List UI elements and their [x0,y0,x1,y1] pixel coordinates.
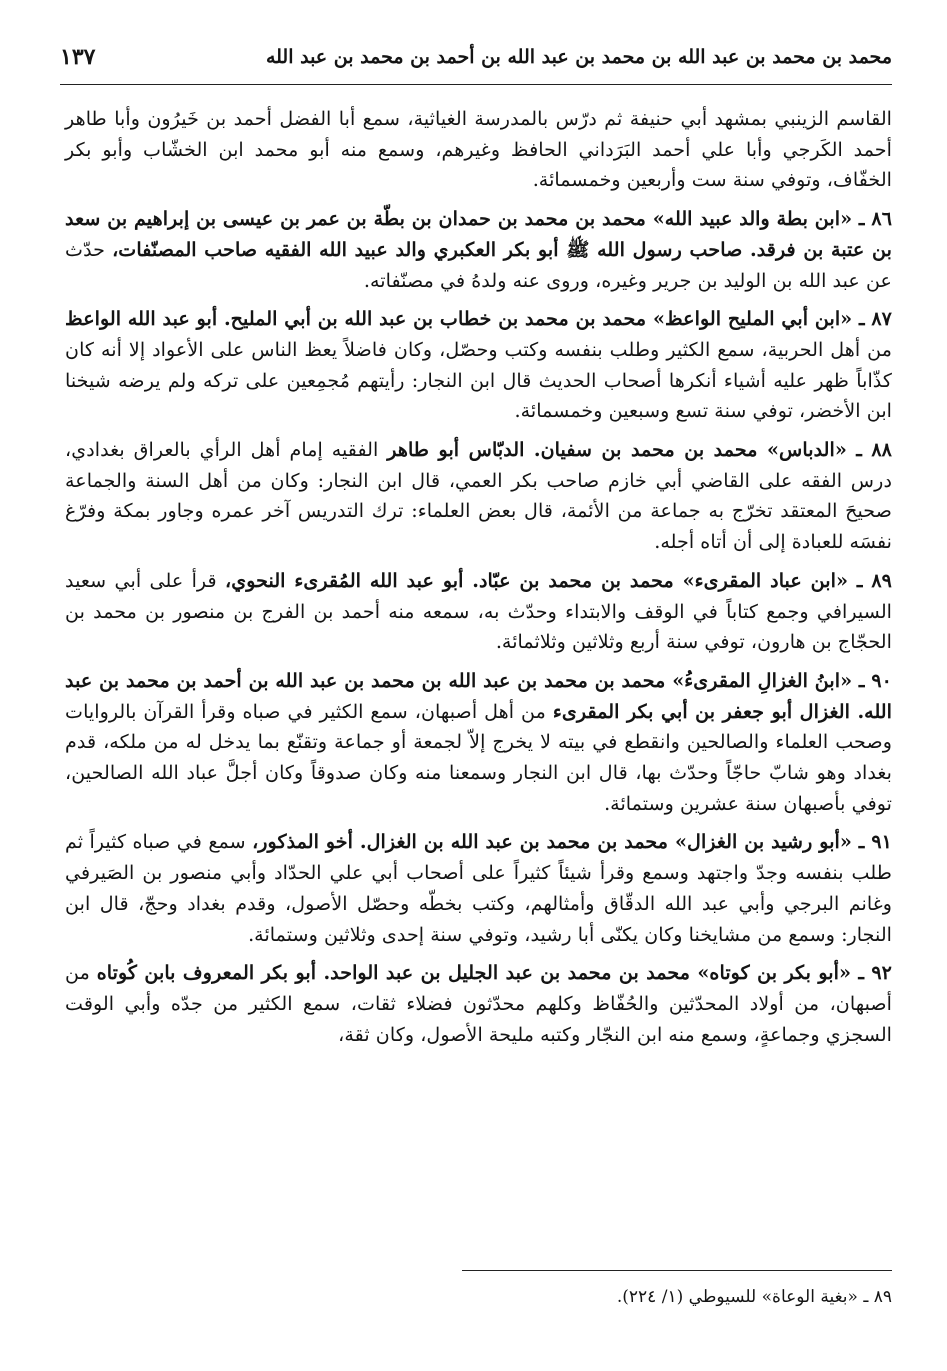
entry-heading: «ابن عباد المقرىء» محمد بن محمد بن عبّاد. أبو عبد الله المُقرىء النحوي، [225,568,848,592]
page-number: ١٣٧ [60,44,96,70]
entry-heading: «ابنُ الغزالِ المقرىءُ» محمد بن محمد بن عبد الله بن محمد بن عبد الله بن أحمد بن محمد بن عبد الله. الغزال أبو جعفر بن أبي بكر المقرىء [65,668,892,723]
entry-number: ٨٩ ـ [847,568,892,592]
entry-number: ٨٦ ـ [852,207,893,231]
entry-heading: «أبو رشيد بن الغزال» محمد بن محمد بن عبد الله بن الغزال. أخو المذكور، [252,830,852,854]
entry-90 [65,666,892,820]
page-header [60,40,892,85]
entry-text: من أهل أصبهان، سمع الكثير في صباه وقرأ القرآن بالروايات وصحب العلماء والصالحين وانقطع في بيته لا يخرج إلاّ لجمعة أو جماعة وتقنّع بما يدخل له من ملكه، قدم بغداد وهو شابّ حاجّاً وحدّث بها، قال ابن النجار وسمعنا منه وكان صدوقاً وكان أجلَّ عباد الله الصالحين، توفي بأصبهان سنة عشرين وستمائة. [65,699,892,815]
entry-text: الفقيه إمام أهل الرأي بالعراق بغدادي، درس الفقه على القاضي أبي خازم صاحب بكر العمي، قال ابن النجار: وكان من أهل السنة والجماعة صحيحَ المعتقد تخرّج به جماعة من الأئمة، قال بعض العلماء: ترك التدريس آخر عمره وجاور بمكة وفرّغ نفسَه للعبادة إلى أن أتاه أجله. [65,438,892,554]
entry-text: من أهل الحربية، سمع الكثير وطلب بنفسه وكتب وحصّل، وكان فاضلاً يعظ الناس على الأعواد إلا أنه كان كذّاباً ظهر عليه أشياء أنكرها أصحاب الحديث قال ابن النجار: رأيتهم مُجمِعين على تركه ولم يرضه شيخنا ابن الأخضر، توفي سنة تسع وسبعين وخمسمائة. [65,337,892,423]
entry-heading: «أبو بكر بن كوتاه» محمد بن محمد بن عبد الجليل بن عبد الواحد. أبو بكر المعروف بابن كُوتاه [96,961,851,985]
entry-92 [65,958,892,1050]
entry-89 [65,566,892,658]
entry-heading: «الدباس» محمد بن محمد بن سفيان. الدبّاس أبو طاهر [387,438,847,462]
running-head: محمد بن محمد بن عبد الله بن محمد بن عبد الله بن أحمد بن محمد بن عبد الله [265,46,892,68]
entry-heading: «ابن أبي المليح الواعظ» محمد بن محمد بن خطاب بن عبد الله بن أبي المليح. أبو عبد الله الواعظ [65,307,853,331]
entry-text: من أصبهان، من أولاد المحدّثين والحُفّاظ وكلهم محدّثون فضلاء ثقات، سمع الكثير من جدّه وأبي الوقت السجزي وجماعةٍ، وسمع منه ابن النجّار وكتبه مليحة الأصول، وكان ثقة، [65,961,892,1046]
entry-91 [65,827,892,950]
entry-text: حدّث عن عبد الله بن الوليد بن جرير وغيره، وروى عنه ولدهُ في مصنّفاته. [65,237,892,292]
entry-number: ٩٠ ـ [852,668,892,692]
entry-87 [65,304,892,427]
entry-number: ٨٨ ـ [846,438,892,462]
entry-number: ٩١ ـ [851,830,892,854]
page-body [65,104,892,1058]
entry-heading: «ابن بطة والد عبيد الله» محمد بن محمد بن حمدان بن بطّة بن عمر بن عيسى بن إبراهيم بن سعد بن عتبة بن فرقد. صاحب رسول الله ﷺ أبو بكر العكبري والد عبيد الله الفقيه صاحب المصنّفات، [65,207,892,261]
entry-text: سمع في صباه كثيراً ثم طلب بنفسه وجدّ واجتهد وسمع وقرأ شيئاً كثيراً على أصحاب أبي علي الحدّاد وأبي منصور بن الصَيرفي وغانم البرجي وأبي عبد الله الدقّاق وأمثالهم، وكتب بخطّه وحصّل الأصول، وقدم بغداد وحجّ، قال ابن النجار: وسمع من مشايخنا وكان يكنّى أبا رشيد، وتوفي سنة إحدى وثلاثين وستمائة. [65,830,892,946]
footnote-divider [462,1270,892,1271]
entry-number: ٨٧ ـ [852,307,892,331]
entry-text: قرأ على أبي سعيد السيرافي وجمع كتاباً في الوقف والابتداء وحدّث به، سمعه منه أحمد بن الفرج بن منصور بن محمد بن الحجّاج بن هارون، توفي سنة أربع وثلاثين وثلاثمائة. [65,568,892,654]
entry-88 [65,435,892,558]
entry-number: ٩٢ ـ [850,961,892,985]
entry-text: القاسم الزينبي بمشهد أبي حنيفة ثم درّس بالمدرسة الغياثية، سمع أبا الفضل أحمد بن خَيرُون وأبا طاهر أحمد الكَرجي وأبا علي أحمد البَرَداني الحافظ وغيرهم، وسمع منه أبو محمد ابن الخشّاب وأبو بكر الخفّاف، وتوفي سنة ست وأربعين وخمسمائة. [65,107,892,192]
entry-continuation [65,104,892,196]
entry-86 [65,204,892,296]
footnote: ٨٩ ـ «بغية الوعاة» للسيوطي (١/ ٢٢٤). [616,1287,892,1307]
